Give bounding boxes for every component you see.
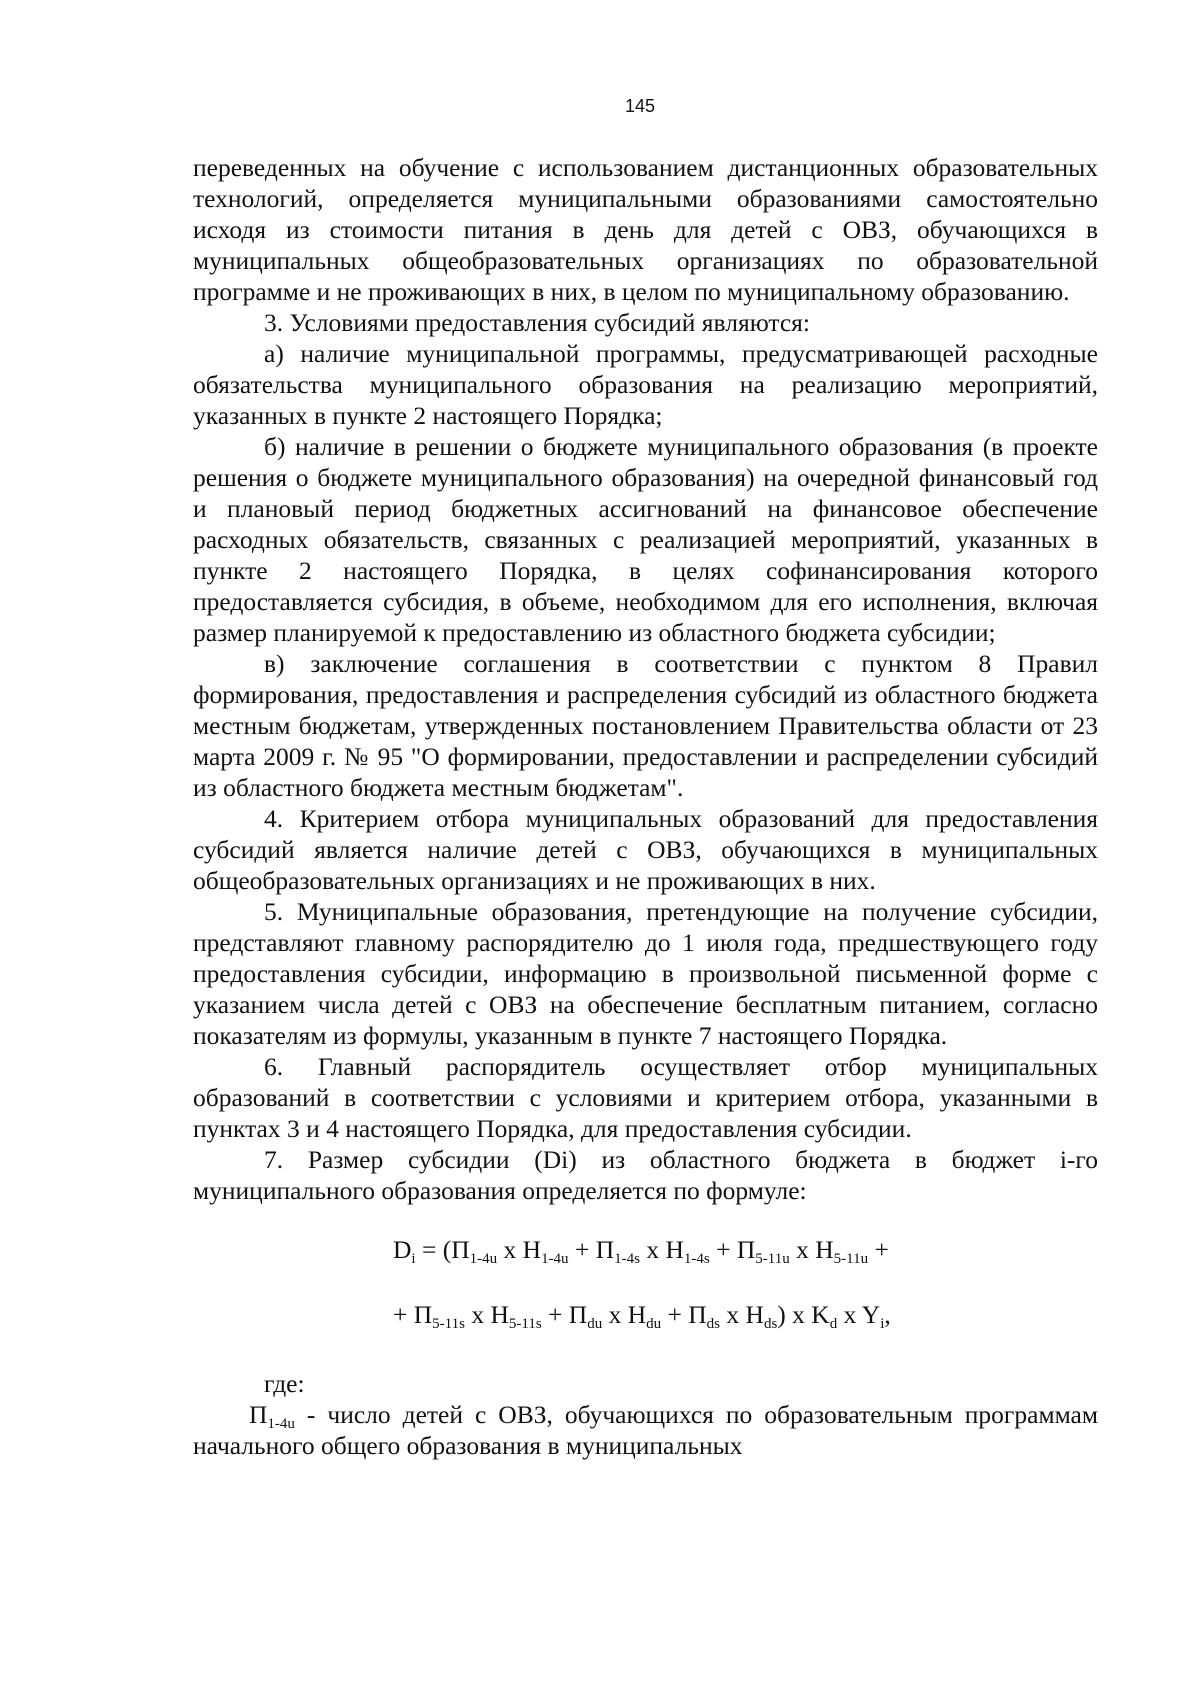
paragraph-item-6: 6. Главный распорядитель осуществляет отбор муниципальных образований в соответствии с условиями и критерием отбора, указанными в пунктах 3 и 4 настоящего Порядка, для предоставления субсидии. <box>193 1052 1098 1143</box>
paragraph-item-3: 3. Условиями предоставления субсидий являются: <box>264 308 810 337</box>
formula-subscript: du <box>587 1316 603 1332</box>
paragraph-item-5: 5. Муниципальные образования, претендующие на получение субсидии, представляют главному распорядителю до 1 июля года, предшествующего году предоставления субсидии, информацию в произвольной письменной форме с указанием числа детей с ОВЗ на обеспечение бесплатным питанием, согласно показателям из формулы, указанным в пункте 7 настоящего Порядка. <box>193 897 1098 1050</box>
formula-term: + П <box>661 1300 707 1329</box>
definition-symbol: П <box>249 1400 268 1429</box>
formula-term: x Y <box>837 1300 881 1329</box>
formula-term: + П <box>568 1235 615 1264</box>
formula-term: x Н <box>639 1235 684 1264</box>
paragraph-continuation: переведенных на обучение с использованием дистанционных образовательных технологий, определяется муниципальными образованиями самостоятельно исходя из стоимости питания в день для детей с ОВЗ, обучающихся в муниципальных общеобразовательных организациях по образовательной программе и не проживающих в них, в целом по муниципальному образованию. <box>193 153 1098 306</box>
formula-subscript: d <box>829 1316 838 1332</box>
formula-subscript: ds <box>706 1316 721 1332</box>
formula-term: x Н <box>464 1300 509 1329</box>
formula-line-2 <box>193 1299 1098 1330</box>
formula-subscript: i <box>411 1251 416 1267</box>
formula-term: D <box>393 1235 412 1264</box>
paragraph-item-3b: б) наличие в решении о бюджете муниципального образования (в проекте решения о бюджете муниципального образования) на очередной финансовый год и плановый период бюджетных ассигнований на финансовое обеспечение расходных обязательств, связанных с реализацией мероприятий, указанных в пункте 2 настоящего Порядка, в целях софинансирования которого предоставляется субсидия, в объеме, необходимом для его исполнения, включая размер планируемой к предоставлению из областного бюджета субсидии; <box>193 432 1098 647</box>
formula-line-1 <box>193 1234 1098 1265</box>
page-number: 145 <box>624 96 656 116</box>
formula-term: x Н <box>602 1300 647 1329</box>
definition-text: - число детей с ОВЗ, обучающихся по образовательным программам начального общего образования в муниципальных <box>193 1400 1098 1460</box>
formula-subscript: 5-11s <box>508 1316 542 1332</box>
formula-term: ) x K <box>777 1300 830 1329</box>
formula-term: x Н <box>720 1300 764 1329</box>
document-body <box>193 152 1098 1461</box>
formula-subscript: 1-4s <box>683 1251 710 1267</box>
formula-term: x Н <box>497 1235 542 1264</box>
definition-p-1-4u <box>193 1399 1098 1461</box>
formula-term: + <box>868 1235 889 1264</box>
paragraph-item-4: 4. Критерием отбора муниципальных образований для предоставления субсидий является наличие детей с ОВЗ, обучающихся в муниципальных общеобразовательных организациях и не проживающих в них. <box>193 804 1098 895</box>
formula-subscript: i <box>880 1316 885 1332</box>
formula-term: + П <box>393 1300 433 1329</box>
definition-symbol-subscript: 1-4u <box>267 1416 295 1432</box>
paragraph-item-7: 7. Размер субсидии (Di) из областного бюджета в бюджет i-го муниципального образования определяется по формуле: <box>193 1145 1098 1205</box>
formula-term: , <box>884 1300 891 1329</box>
formula-term: + П <box>709 1235 756 1264</box>
formula-term: + П <box>541 1300 588 1329</box>
formula-subscript: 1-4s <box>614 1251 640 1267</box>
formula-subscript: 5-11u <box>833 1251 869 1267</box>
paragraph-item-3v: в) заключение соглашения в соответствии с пунктом 8 Правил формирования, предоставления и распределения субсидий из областного бюджета местным бюджетам, утвержденных постановлением Правительства области от 23 марта 2009 г. № 95 "О формировании, предоставлении и распределении субсидий из областного бюджета местным бюджетам". <box>193 649 1098 802</box>
paragraph-item-3a: а) наличие муниципальной программы, предусматривающей расходные обязательства муниципального образования на реализацию мероприятий, указанных в пункте 2 настоящего Порядка; <box>193 339 1098 430</box>
formula-term: = (П <box>415 1235 470 1264</box>
formula-term: x Н <box>789 1235 834 1264</box>
formula-subscript: 5-11s <box>432 1316 465 1332</box>
where-label: где: <box>264 1369 305 1398</box>
formula-subscript: 1-4u <box>469 1251 498 1267</box>
formula-subscript: du <box>646 1316 662 1332</box>
formula-subscript: 1-4u <box>541 1251 569 1267</box>
formula-subscript: 5-11u <box>755 1251 790 1267</box>
formula-subscript: ds <box>763 1316 778 1332</box>
